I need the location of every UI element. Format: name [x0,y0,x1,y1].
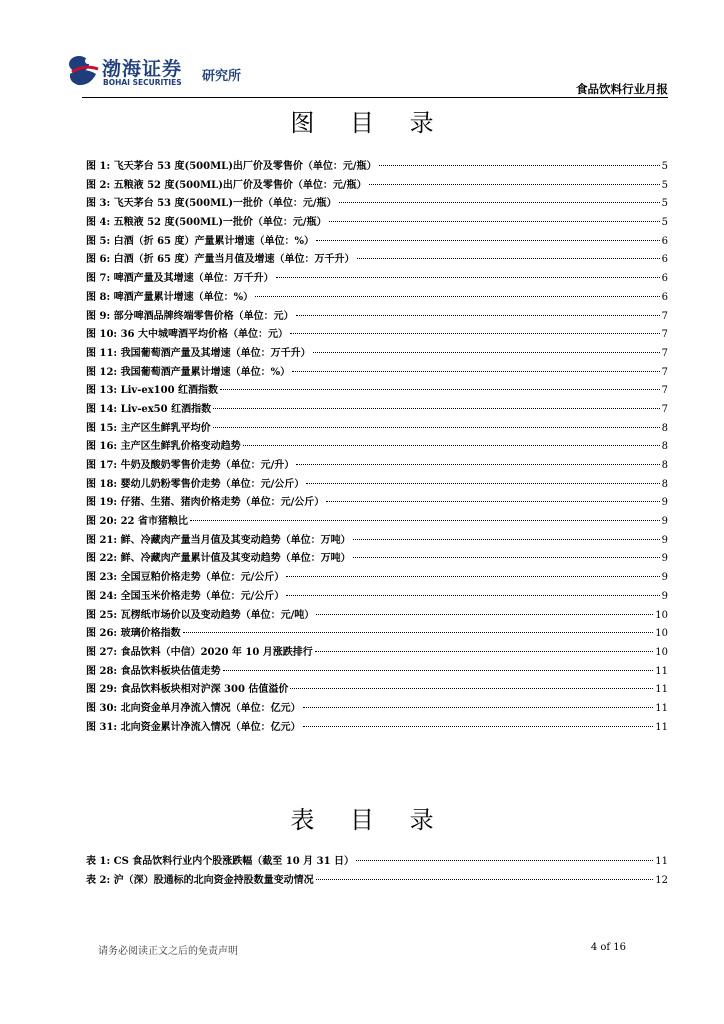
figure-index-entry[interactable] [86,344,668,363]
figure-index-entry-page-number: 9 [661,516,668,528]
table-index-title: 表 目 录 [290,806,448,834]
dot-leader [379,165,660,166]
dot-leader [315,651,654,652]
figure-index-entry-label: 图 23: 全国豆粕价格走势（单位：元/公斤） [86,572,285,584]
figure-index-entry-label: 图 4: 五粮液 52 度(500ML)一批价（单位：元/瓶） [86,217,327,229]
figure-index-entry[interactable] [86,606,668,625]
bohai-logo-icon [66,52,100,88]
dot-leader [326,501,659,502]
table-index-list [86,852,668,889]
dot-leader [286,576,659,577]
figure-index-entry[interactable] [86,699,668,718]
figure-index-entry-label: 图 24: 全国玉米价格走势（单位：元/公斤） [86,590,285,602]
figure-index-entry-label: 图 10: 36 大中城啤酒平均价格（单位：元） [86,329,288,341]
figure-index-entry-label: 图 16: 主产区生鲜乳价格变动趋势 [86,441,241,453]
figure-index-entry-label: 图 15: 主产区生鲜乳平均价 [86,422,211,434]
bohai-securities-logo [66,52,266,92]
figure-index-entry[interactable] [86,587,668,606]
figure-index-entry-page-number: 10 [655,628,668,640]
figure-index-entry-page-number: 7 [661,385,668,397]
disclaimer-note: 请务必阅读正文之后的免责声明 [98,946,238,957]
figure-index-entry-label: 图 26: 玻璃价格指数 [86,628,181,640]
dot-leader [303,707,654,708]
figure-index-entry-page-number: 6 [661,254,668,266]
figure-index-entry[interactable] [86,493,668,512]
figure-index-entry[interactable] [86,680,668,699]
dot-leader [243,445,660,446]
figure-index-entry-page-number: 6 [661,291,668,303]
header-divider [82,97,668,98]
dot-leader [303,726,654,727]
table-index-entry-label: 表 2: 沪（深）股通标的北向资金持股数量变动情况 [86,874,314,886]
figure-index-entry-page-number: 6 [661,235,668,247]
table-index-entry-page-number: 12 [655,874,668,886]
figure-index-entry[interactable] [86,437,668,456]
figure-index-entry-page-number: 11 [655,721,668,733]
figure-index-title: 图 目 录 [290,109,448,137]
figure-index-entry-page-number: 8 [661,422,668,434]
figure-index-entry-page-number: 9 [661,572,668,584]
figure-index-entry-label: 图 9: 部分啤酒品牌终端零售价格（单位：元） [86,310,294,322]
figure-index-entry-page-number: 6 [661,273,668,285]
figure-index-entry-label: 图 27: 食品饮料（中信）2020 年 10 月涨跌排行 [86,646,313,658]
figure-index-entry[interactable] [86,194,668,213]
dot-leader [339,202,660,203]
figure-index-entry[interactable] [86,269,668,288]
page-number: 4 of 16 [590,942,626,953]
figure-index-entry[interactable] [86,363,668,382]
dot-leader [316,240,660,241]
figure-index-entry-page-number: 11 [655,665,668,677]
figure-index-entry[interactable] [86,157,668,176]
figure-index-entry-label: 图 7: 啤酒产量及其增速（单位：万千升） [86,273,274,285]
figure-index-entry[interactable] [86,213,668,232]
figure-index-entry-page-number: 5 [661,217,668,229]
figure-index-entry-page-number: 9 [661,553,668,565]
dot-leader [190,520,660,521]
figure-index-entry-label: 图 29: 食品饮料板块相对沪深 300 估值溢价 [86,684,289,696]
figure-index-entry[interactable] [86,456,668,475]
figure-index-entry-label: 图 14: Liv-ex50 红酒指数 [86,403,212,415]
figure-index-entry-label: 图 2: 五粮液 52 度(500ML)出厂价及零售价（单位：元/瓶） [86,179,367,191]
figure-index-entry-label: 图 5: 白酒（折 65 度）产量累计增速（单位：%） [86,235,314,247]
report-type-label: 食品饮料行业月报 [576,82,668,96]
figure-index-entry[interactable] [86,549,668,568]
figure-index-entry-label: 图 31: 北向资金累计净流入情况（单位：亿元） [86,721,301,733]
figure-index-entry-label: 图 25: 瓦楞纸市场价以及变动趋势（单位：元/吨） [86,609,315,621]
figure-index-entry-page-number: 5 [661,198,668,210]
figure-index-entry-page-number: 5 [661,161,668,172]
figure-index-entry[interactable] [86,643,668,662]
figure-index-entry-page-number: 8 [661,478,668,490]
figure-index-entry-label: 图 22: 鲜、冷藏肉产量累计值及其变动趋势（单位：万吨） [86,553,351,565]
figure-index-entry[interactable] [86,568,668,587]
figure-index-entry-label: 图 20: 22 省市猪粮比 [86,516,188,528]
figure-index-entry-label: 图 17: 牛奶及酸奶零售价走势（单位：元/升） [86,460,295,471]
dot-leader [356,860,653,861]
figure-index-entry[interactable] [86,662,668,681]
dot-leader [223,670,654,671]
figure-index-entry[interactable] [86,718,668,737]
logo-chinese-name: 渤海证券 [102,58,183,80]
figure-index-entry-label: 图 30: 北向资金单月净流入情况（单位：亿元） [86,702,301,714]
logo-institute-label: 研究所 [202,69,242,84]
figure-index-entry-page-number: 5 [661,179,668,191]
figure-index-entry[interactable] [86,400,668,419]
dot-leader [183,632,654,633]
figure-index-entry-label: 图 8: 啤酒产量累计增速（单位：%） [86,291,254,303]
dot-leader [290,333,660,334]
dot-leader [292,371,660,372]
dot-leader [369,184,660,185]
figure-index-entry-label: 图 21: 鲜、冷藏肉产量当月值及其变动趋势（单位：万吨） [86,534,351,546]
table-index-entry-page-number: 11 [655,856,668,867]
dot-leader [276,277,660,278]
dot-leader [290,688,653,689]
dot-leader [296,315,660,316]
figure-index-entry-page-number: 7 [661,347,668,359]
figure-index-entry[interactable] [86,624,668,643]
table-index-entry-label: 表 1: CS 食品饮料行业内个股涨跌幅（截至 10 月 31 日） [86,856,355,867]
table-index-entry[interactable] [86,852,668,871]
figure-index-entry-page-number: 10 [655,609,668,621]
figure-index-entry[interactable] [86,475,668,494]
dot-leader [353,539,660,540]
figure-index-entry-page-number: 11 [655,702,668,714]
figure-index-entry-page-number: 10 [655,646,668,658]
figure-index-entry[interactable] [86,512,668,531]
dot-leader [296,464,659,465]
figure-index-entry[interactable] [86,419,668,438]
figure-index-list [86,157,668,736]
figure-index-entry-page-number: 7 [661,329,668,341]
figure-index-entry-page-number: 7 [661,403,668,415]
dot-leader [329,221,660,222]
dot-leader [220,389,660,390]
figure-index-entry[interactable] [86,325,668,344]
dot-leader [316,614,653,615]
figure-index-entry[interactable] [86,176,668,195]
figure-index-entry-label: 图 12: 我国葡萄酒产量累计增速（单位：%） [86,366,291,378]
figure-index-entry[interactable] [86,381,668,400]
figure-index-entry-label: 图 3: 飞天茅台 53 度(500ML)一批价（单位：元/瓶） [86,198,337,210]
dot-leader [353,557,660,558]
figure-index-entry-label: 图 11: 我国葡萄酒产量及其增速（单位：万千升） [86,347,311,359]
figure-index-entry-page-number: 8 [661,441,668,453]
dot-leader [255,296,660,297]
figure-index-entry-label: 图 19: 仔猪、生猪、猪肉价格走势（单位：元/公斤） [86,497,325,509]
logo-english-name: BOHAI SECURITIES [103,78,182,87]
figure-index-entry[interactable] [86,307,668,326]
dot-leader [357,258,660,259]
dot-leader [286,595,659,596]
figure-index-entry-label: 图 28: 食品饮料板块估值走势 [86,665,221,677]
figure-index-entry-page-number: 11 [655,684,668,696]
dot-leader [213,427,660,428]
dot-leader [313,352,660,353]
figure-index-entry[interactable] [86,288,668,307]
dot-leader [306,483,659,484]
figure-index-entry-label: 图 1: 飞天茅台 53 度(500ML)出厂价及零售价（单位：元/瓶） [86,161,377,172]
figure-index-entry-page-number: 9 [661,590,668,602]
page-header [0,0,724,100]
figure-index-entry-label: 图 13: Liv-ex100 红酒指数 [86,385,219,397]
dot-leader [316,879,654,880]
dot-leader [213,408,660,409]
figure-index-entry-page-number: 8 [661,460,668,471]
figure-index-entry-page-number: 9 [661,497,668,509]
figure-index-entry[interactable] [86,232,668,251]
figure-index-entry-label: 图 18: 婴幼儿奶粉零售价走势（单位：元/公斤） [86,478,305,490]
figure-index-entry-page-number: 7 [661,310,668,322]
figure-index-entry[interactable] [86,531,668,550]
figure-index-entry-page-number: 9 [661,534,668,546]
table-index-entry[interactable] [86,871,668,890]
figure-index-entry-page-number: 7 [661,366,668,378]
figure-index-entry-label: 图 6: 白酒（折 65 度）产量当月值及增速（单位：万千升） [86,254,355,266]
figure-index-entry[interactable] [86,250,668,269]
